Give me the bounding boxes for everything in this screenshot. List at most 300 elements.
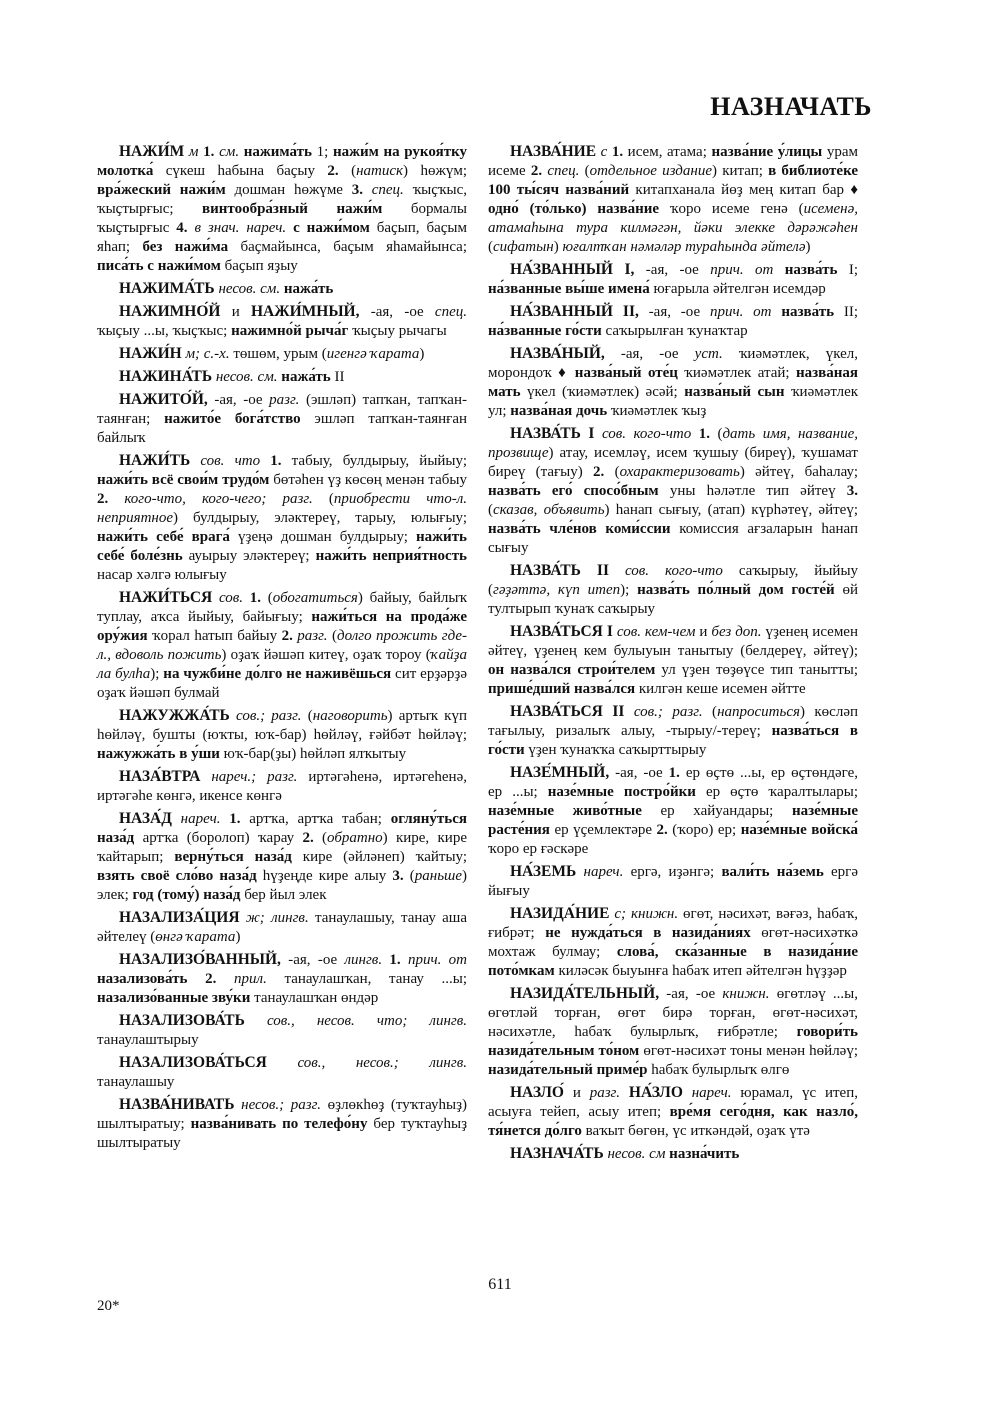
grammar-note: игенгә ҡарата: [326, 346, 420, 362]
example-phrase: назализо́ванные зву́ки: [97, 990, 251, 1006]
translation: юрамал, үс итеп, асыуға тейеп, асыу итеп;: [488, 1085, 858, 1120]
example-phrase: назва́ный сын: [684, 384, 785, 400]
translation: ҡиәмәтлек ул;: [488, 384, 859, 419]
translation: үкел (ҡиәмәтлек) әсәй;: [520, 384, 685, 400]
translation: дошман һөжүме: [225, 182, 352, 198]
example-phrase: назе́мные войска́: [740, 822, 858, 838]
example-phrase: назва́ная дочь: [510, 403, 608, 419]
headword: НАЖИМНО́Й: [119, 303, 221, 320]
example-phrase: вра́жеский нажи́м: [97, 182, 226, 198]
grammar-note: сов.: [212, 590, 250, 606]
headword: НА́ЗЕМЬ: [510, 863, 577, 880]
example-phrase: взять своё сло́во наза́д: [97, 868, 257, 884]
example-phrase: на́званные го́сти: [488, 323, 602, 339]
translation: ҡыҫҡыс, ҡыҫтырғыс;: [97, 182, 467, 217]
example-phrase: с нажи́мом: [293, 220, 370, 236]
example-phrase: назва́ться в го́сти: [488, 723, 858, 758]
translation: ) атау, исемләү, исем ҡушыу (биреү), ҡушамат биреү (тағыу): [488, 445, 858, 480]
grammar-note: сов., несов.; лингв.: [266, 1055, 467, 1071]
headword: НАЗА́Д: [119, 810, 172, 827]
grammar-note: сов. кого-что: [609, 563, 723, 579]
translation: ер хайуандары;: [641, 803, 792, 819]
example-phrase: 1.: [611, 144, 624, 160]
dictionary-entry: [97, 1095, 467, 1153]
translation: ер өҫтө ҡаралтылары;: [695, 784, 858, 800]
example-phrase: нажа́ть: [281, 369, 331, 385]
dictionary-entry: [97, 1011, 467, 1050]
translation: сит ерҙәрҙә оҙаҡ йәшәп булмай: [97, 666, 467, 701]
grammar-note: спец.: [434, 304, 467, 320]
translation: ер үҫемлектәре: [549, 822, 657, 838]
translation: (: [488, 502, 493, 518]
translation: (: [312, 491, 334, 507]
translation: килгән кеше исемен әйтте: [635, 681, 806, 697]
headword: НА́ЗЛО: [619, 1084, 683, 1101]
page-number: 611: [488, 1276, 512, 1293]
headword: НАЖИ́М: [119, 143, 185, 160]
headword: НА́ЗВАННЫЙ I,: [510, 261, 635, 278]
example-phrase: на́званные вы́ше имена́: [488, 281, 650, 297]
translation: ): [805, 239, 811, 255]
translation: танаулаштырыу: [97, 1032, 199, 1048]
translation: (: [702, 704, 718, 720]
grammar-note: без доп.: [707, 624, 762, 640]
translation: юҡ-бар(ҙы) һөйләп ялҡытыу: [219, 746, 407, 762]
example-phrase: назе́мные постро́йки: [547, 784, 696, 800]
example-phrase: нажи́ть неприя́тность: [315, 548, 467, 564]
translation: ): [419, 346, 425, 362]
translation: саҡырыу, йыйыу (: [488, 563, 859, 598]
translation: (: [579, 163, 590, 179]
translation: (: [338, 163, 357, 179]
example-phrase: нажи́ть себе́ боле́знь: [97, 529, 467, 564]
left-column: [97, 142, 467, 1156]
grammar-note: прил.: [216, 971, 267, 987]
dictionary-entry: [488, 763, 858, 859]
example-phrase: слова́, ска́занные в назида́ние пото́мкам: [488, 944, 858, 979]
grammar-note: нареч.; разг.: [200, 769, 298, 785]
translation: исем, атама;: [623, 144, 712, 160]
example-phrase: назе́мные живо́тные: [488, 803, 642, 819]
translation: II: [330, 369, 345, 385]
example-phrase: 1.: [229, 811, 241, 827]
grammar-note: м; с.-х.: [181, 346, 230, 362]
grammar-note: сов. кем-чем: [612, 624, 700, 640]
grammar-note: лингв.: [344, 952, 383, 968]
example-phrase: 2.: [656, 822, 668, 838]
translation: ) элек;: [97, 868, 467, 903]
grammar-note: уст.: [694, 346, 723, 362]
dictionary-entry: [97, 451, 467, 585]
grammar-note: см.: [214, 144, 244, 160]
translation: урам исеме: [488, 144, 858, 179]
translation: (ҡоро) ер;: [667, 822, 741, 838]
grammar-note: исеменә, атамаһына тура килмәгән, йәки элекке дәрәжәһен: [488, 201, 858, 236]
headword: НАЖИМА́ТЬ: [119, 280, 215, 297]
translation: ҡиәмәтлек атай;: [677, 365, 796, 381]
headword: НАЗИДА́НИЕ: [510, 905, 610, 922]
example-phrase: говори́ть назида́тельным то́ном: [488, 1024, 858, 1059]
translation: ҡиәмәтлек ҡыҙ: [607, 403, 707, 419]
grammar-note: несов. см.: [214, 281, 284, 297]
dictionary-entry: [97, 767, 467, 806]
grammar-note: разг.: [589, 1085, 620, 1101]
example-phrase: нажи́ть всё свои́м трудо́м: [97, 472, 270, 488]
headword: НАЗЕ́МНЫЙ,: [510, 764, 610, 781]
example-phrase: на чужби́не до́лго не наживёшься: [163, 666, 392, 682]
translation: киләсәк быуынға һабаҡ итеп әйтелгән һүҙҙәр: [554, 963, 847, 979]
grammar-note: спец.: [542, 163, 580, 179]
translation: баҫмайынса, баҫым яһамайынса;: [228, 239, 467, 255]
grammar-note: прич. от: [710, 262, 785, 278]
headword: НАЗАЛИЗОВА́ТЬ: [119, 1012, 245, 1029]
example-phrase: 2.: [281, 628, 293, 644]
grammar-note: несов. см.: [212, 369, 282, 385]
example-phrase: 2.: [327, 163, 339, 179]
headword: НАЗВА́ТЬСЯ I: [510, 623, 613, 640]
translation: ) булдырыу, эләктереү, тарыу, юлығыу;: [173, 510, 467, 526]
translation: ергә йығыу: [488, 864, 858, 899]
example-phrase: назва́нивать по телефо́ну: [190, 1116, 368, 1132]
example-phrase: 1.: [698, 426, 710, 442]
example-phrase: огляну́ться наза́д: [97, 811, 467, 846]
translation: танаулашҡан өндәр: [250, 990, 379, 1006]
example-phrase: нажи́м на рукоя́тку молотка́: [97, 144, 468, 179]
headword: НАЗВА́ТЬ II: [510, 562, 610, 579]
translation: өгөт-нәсихәт тоны менән һөйләү;: [639, 1043, 859, 1059]
translation: (: [403, 868, 415, 884]
translation: ҡоро ер ғәскәре: [488, 841, 589, 857]
translation: (: [313, 830, 328, 846]
example-phrase: не нужда́ться в назида́ниях: [545, 925, 751, 941]
example-phrase: он назва́лся строи́телем: [488, 662, 656, 678]
example-phrase: 1.: [270, 453, 282, 469]
translation: );: [150, 666, 164, 682]
dictionary-entry: [488, 702, 858, 760]
grammar-note: сов. кого-что: [594, 426, 699, 442]
translation: насар хәлгә юлығыу: [97, 567, 227, 583]
dictionary-entry: [97, 279, 467, 299]
example-phrase: 3.: [392, 868, 404, 884]
example-phrase: без нажи́ма: [142, 239, 229, 255]
example-phrase: одно́ (то́лько) назва́ние: [488, 201, 660, 217]
translation: өҙлөкһөҙ (туҡтауһыҙ) шылтыратыу;: [97, 1097, 467, 1132]
translation: ) һанап сығыу, (атап) күрһәтеү, әйтеү;: [604, 502, 858, 518]
headword: НАЗВА́ТЬСЯ II: [510, 703, 625, 720]
translation: эшләп тапҡан-таянған байлыҡ: [97, 411, 468, 446]
translation: ер өҫтө ...ы, ер өҫтөндәге, ер ...ы;: [488, 765, 858, 800]
example-phrase: назва́ный оте́ц: [574, 365, 678, 381]
translation: танаулашыу, танау аша әйтелеү (: [97, 910, 467, 945]
grammar-note: ж; лингв.: [239, 910, 309, 926]
grammar-note: прич. от: [400, 952, 467, 968]
headword: НАЗАЛИЗА́ЦИЯ: [119, 909, 240, 926]
example-phrase: назна́чить: [669, 1146, 740, 1162]
translation: өгөт, нәсихәт, вәғәз, һабаҡ, ғибрәт;: [488, 906, 858, 941]
headword: НАЗНАЧА́ТЬ: [510, 1145, 604, 1162]
headword: НАЗАЛИЗО́ВАННЫЙ,: [119, 951, 281, 968]
translation: ) китап;: [712, 163, 769, 179]
translation: өгөт-нәсихәткә мохтаж булмау;: [488, 925, 859, 960]
translation: ҡыҫыу ...ы, ҡыҫҡыс;: [97, 323, 232, 339]
example-phrase: год (тому́) наза́д: [132, 887, 241, 903]
translation: II;: [834, 304, 858, 320]
dictionary-entry: [488, 984, 858, 1080]
dictionary-entry: [97, 344, 467, 364]
grammar-note: с; книжн.: [609, 906, 679, 922]
translation: (: [301, 708, 313, 724]
grammar-note: несов. см: [603, 1146, 670, 1162]
translation: (: [327, 628, 337, 644]
example-phrase: назва́ть по́лный дом госте́й: [637, 582, 835, 598]
translation: төшөм, урым (: [229, 346, 327, 362]
dictionary-entry: [488, 904, 858, 981]
dictionary-entry: [488, 260, 858, 299]
example-phrase: нажима́ть: [243, 144, 312, 160]
example-phrase: вали́ть на́земь: [721, 864, 824, 880]
dictionary-entry: [488, 142, 858, 257]
translation: -ая, -ое: [609, 765, 669, 781]
example-phrase: 2.: [593, 464, 605, 480]
example-phrase: назва́ть его́ спосо́бным: [488, 483, 659, 499]
example-phrase: 2.: [187, 971, 217, 987]
translation: кире (әйләнеп) ҡайтыу;: [291, 849, 468, 865]
example-phrase: писа́ть с нажи́мом: [97, 258, 221, 274]
grammar-note: м: [184, 144, 204, 160]
dictionary-entry: [97, 390, 467, 448]
example-phrase: 2.: [530, 163, 543, 179]
example-phrase: вре́мя сего́дня, как назло́, тя́нется до́лго: [488, 1104, 858, 1139]
example-phrase: 2.: [302, 830, 314, 846]
headword: НАЗАЛИЗОВА́ТЬСЯ: [119, 1054, 267, 1071]
running-header: НАЗНАЧАТЬ: [710, 92, 872, 121]
dictionary-entry: [488, 561, 858, 619]
dictionary-entry: [97, 1053, 467, 1092]
example-phrase: 4.: [176, 220, 188, 236]
grammar-note: сов., несов. что; лингв.: [244, 1013, 467, 1029]
translation: иртәгәһенә, иртәгеһенә, иртәгәһе көнгә, икенсе көнгә: [97, 769, 467, 804]
headword: НАЗВА́НИВАТЬ: [119, 1096, 235, 1113]
headword: НАЖИ́Н: [119, 345, 182, 362]
grammar-note: нареч.: [171, 811, 230, 827]
dictionary-entry: [97, 908, 467, 947]
dictionary-entry: [488, 862, 858, 901]
headword: НАЖИ́ТЬ: [119, 452, 191, 469]
dictionary-entry: [97, 588, 467, 703]
signature-mark: 20*: [97, 1298, 120, 1314]
example-phrase: 2.: [97, 491, 109, 507]
translation: ваҡыт бөгөн, үс иткәндәй, оҙаҡ үтә: [581, 1123, 810, 1139]
grammar-note: прич. от: [709, 304, 782, 320]
grammar-note: спец.: [362, 182, 404, 198]
dictionary-entry: [97, 302, 467, 341]
translation: -ая, -ое: [634, 262, 711, 278]
grammar-note: юғалтҡан нәмәләр тураһында әйтелә: [562, 239, 806, 255]
translation: ҡыҫыу рычагы: [348, 323, 447, 339]
right-column: [488, 142, 858, 1167]
grammar-note: с: [596, 144, 612, 160]
example-phrase: назва́ние у́лицы: [711, 144, 823, 160]
translation: ) һөжүм;: [403, 163, 467, 179]
grammar-note: приобрести что-л. неприятное: [97, 491, 467, 526]
translation: сүкеш һабына баҫыу: [153, 163, 328, 179]
dictionary-entry: [97, 367, 467, 387]
translation: бер туҡтауһыҙ шылтыратыу: [97, 1116, 468, 1151]
example-phrase: нажи́ться на прода́же ору́жия: [97, 609, 468, 644]
dictionary-entry: [488, 344, 858, 421]
translation: үҙеңә дошман булдырыу;: [229, 529, 417, 545]
translation: (: [709, 426, 723, 442]
grammar-note: сов. что: [190, 453, 271, 469]
translation: ) әйтеү, баһалау;: [739, 464, 858, 480]
grammar-note: өнгә ҡарата: [155, 929, 236, 945]
translation: ): [235, 929, 241, 945]
translation: (: [604, 464, 620, 480]
translation: ергә, иҙәнгә;: [623, 864, 722, 880]
grammar-note: сов.; разг.: [229, 708, 302, 724]
dictionary-entry: [97, 809, 467, 905]
example-phrase: винтообра́зный нажи́м: [202, 201, 383, 217]
headword: НАЖУЖЖА́ТЬ: [119, 707, 230, 724]
translation: уны һәләтле тип әйтеү: [658, 483, 847, 499]
translation: үҙенең исемен әйтеү, үҙенең кем булыуын танытыу (белдереү, әйтеү);: [488, 624, 858, 659]
translation: ) кире, кире ҡайтарып;: [97, 830, 467, 865]
headword: НАЖИ́МНЫЙ,: [251, 303, 360, 320]
translation: комиссия ағзаларын һанап сығыу: [488, 521, 858, 556]
translation: и: [220, 304, 251, 320]
example-phrase: нажужжа́ть в у́ши: [97, 746, 220, 762]
translation: ): [553, 239, 563, 255]
headword: НАЖИТО́Й,: [119, 391, 208, 408]
headword: НАЖИ́ТЬСЯ: [119, 589, 213, 606]
translation: (эшләп) тапҡан, тапҡан-таянған;: [97, 392, 467, 427]
translation: юғарыла әйтелгән исемдәр: [649, 281, 826, 297]
translation: саҡырылған ҡунаҡтар: [601, 323, 748, 339]
example-phrase: 3.: [846, 483, 858, 499]
headword: НАЗВА́НЫЙ,: [510, 345, 605, 362]
dictionary-entry: [97, 950, 467, 1008]
grammar-note: дать имя, название, прозвище: [488, 426, 859, 461]
example-phrase: назва́ть: [784, 262, 838, 278]
translation: бер йыл элек: [240, 887, 327, 903]
grammar-note: в знач. нареч.: [187, 220, 294, 236]
translation: китапханала йөҙ мең китап бар ♦: [629, 182, 859, 198]
example-phrase: верну́ться наза́д: [174, 849, 292, 865]
translation: -ая, -ое: [359, 304, 435, 320]
translation: -ая, -ое: [207, 392, 270, 408]
translation: ауырыу эләктереү;: [182, 548, 316, 564]
grammar-note: ҡайҙа ла булһа: [97, 647, 467, 682]
example-phrase: в библиоте́ке 100 ты́сяч назва́ний: [488, 163, 858, 198]
translation: баҫып, баҫым яһап;: [97, 220, 467, 255]
grammar-note: нареч.: [576, 864, 624, 880]
grammar-note: отдельное издание: [589, 163, 712, 179]
translation: өй тултырып ҡунаҡ саҡырыу: [488, 582, 858, 617]
translation: -ая, -ое: [604, 346, 695, 362]
translation: ҡорал һатып байыу: [147, 628, 282, 644]
translation: ҡоро исеме генә (: [659, 201, 804, 217]
grammar-note: сказав, объявить: [493, 502, 605, 518]
example-phrase: нажа́ть: [283, 281, 334, 297]
example-phrase: назва́ть: [781, 304, 835, 320]
grammar-note: кого-что, кого-чего; разг.: [108, 491, 313, 507]
grammar-note: раньше: [414, 868, 462, 884]
grammar-note: несов.; разг.: [234, 1097, 321, 1113]
example-phrase: назва́ная мать: [488, 365, 858, 400]
grammar-note: наговорить: [312, 708, 388, 724]
dictionary-entry: [488, 622, 858, 699]
translation: ) байыу, байлыҡ туплау, аҡса йыйыу, байығыу;: [97, 590, 468, 625]
translation: бормалы ҡыҫтырғыс: [97, 201, 467, 236]
grammar-note: охарактеризовать: [619, 464, 740, 480]
translation: артҡа (боролоп) ҡарау: [134, 830, 303, 846]
example-phrase: назида́тельный приме́р: [488, 1062, 648, 1078]
grammar-note: натиск: [356, 163, 404, 179]
dictionary-entry: [488, 1083, 858, 1141]
headword: НАЗИДА́ТЕЛЬНЫЙ,: [510, 985, 660, 1002]
translation: -ая, -ое: [280, 952, 345, 968]
translation: артҡа, артҡа табан;: [240, 811, 391, 827]
example-phrase: нажимно́й рыча́г: [231, 323, 349, 339]
headword: НАЗВА́ТЬ I: [510, 425, 595, 442]
translation: -ая, -ое: [638, 304, 710, 320]
grammar-note: разг.: [292, 628, 328, 644]
example-phrase: назва́ть чле́нов коми́ссии: [488, 521, 671, 537]
headword: НАЗЛО́: [510, 1084, 564, 1101]
translation: һабаҡ булырлыҡ өлгө: [647, 1062, 790, 1078]
example-phrase: 1.: [203, 144, 215, 160]
dictionary-entry: [97, 142, 467, 276]
translation: һүҙеңде кире алыу: [256, 868, 393, 884]
grammar-note: гәҙәттә, күп итеп: [493, 582, 621, 598]
translation: (: [261, 590, 273, 606]
translation: и: [699, 624, 708, 640]
grammar-note: разг.: [269, 392, 300, 408]
translation: танаулашҡан, танау ...ы;: [266, 971, 468, 987]
translation: I;: [837, 262, 858, 278]
headword: НАЗВА́НИЕ: [510, 143, 597, 160]
grammar-note: обратно: [327, 830, 383, 846]
example-phrase: назе́мные расте́ния: [488, 803, 858, 838]
translation: ҡиәмәтлек, үкел, морондоҡ ♦: [488, 346, 859, 381]
grammar-note: книжн.: [722, 986, 770, 1002]
translation: ул үҙен төҙөүсе тип танытты;: [655, 662, 858, 678]
example-phrase: нажито́е бога́тство: [164, 411, 301, 427]
translation: үҙен ҡунаҡҡа саҡырттырыу: [524, 742, 707, 758]
grammar-note: сифатын: [493, 239, 554, 255]
example-phrase: нажи́ть себе́ врага́: [97, 529, 230, 545]
translation: баҫып яҙыу: [220, 258, 298, 274]
example-phrase: прише́дший назва́лся: [488, 681, 636, 697]
example-phrase: 1.: [668, 765, 680, 781]
translation: ) көсләп тағылыу, ризалыҡ алыу, -тырыу/-тереү;: [488, 704, 858, 739]
translation: (: [488, 239, 493, 255]
grammar-note: долго прожить где-л., вдоволь пожить: [97, 628, 467, 663]
grammar-note: обогатиться: [272, 590, 358, 606]
translation: и: [563, 1085, 590, 1101]
headword: НА́ЗВАННЫЙ II,: [510, 303, 639, 320]
translation: );: [620, 582, 638, 598]
grammar-note: сов.; разг.: [624, 704, 703, 720]
example-phrase: назализова́ть: [97, 971, 188, 987]
translation: бөтәһен үҙ көсөң менән табыу: [269, 472, 467, 488]
translation: танаулашыу: [97, 1074, 175, 1090]
grammar-note: напроситься: [717, 704, 800, 720]
headword: НАЗА́ВТРА: [119, 768, 201, 785]
translation: өгөтләү ...ы, өгөтләй торған, өгөт бирә торған, өгөт-нәсихәт, нәсихәтле, һабаҡ булырлыҡ, ғибрәтле;: [488, 986, 858, 1040]
translation: -ая, -ое: [659, 986, 723, 1002]
grammar-note: нареч.: [682, 1085, 732, 1101]
